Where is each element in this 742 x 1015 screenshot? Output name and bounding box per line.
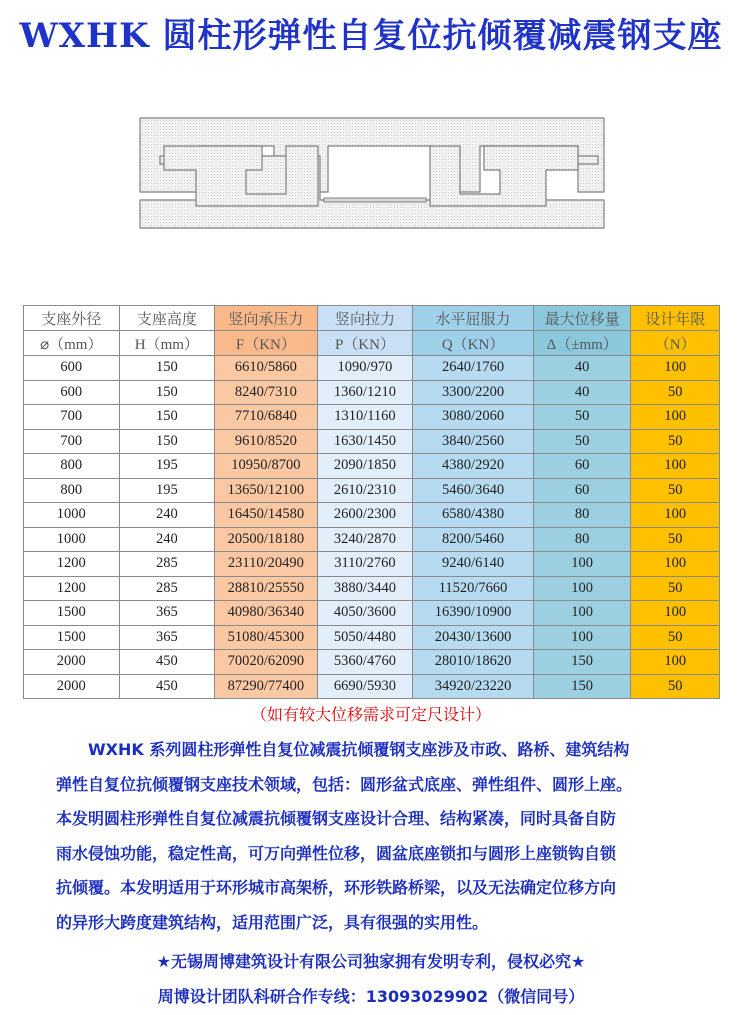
cell-compression: 51080/45300 (215, 625, 318, 650)
cell-yield: 28010/18620 (413, 650, 534, 675)
cell-yield: 8200/5460 (413, 527, 534, 552)
custom-design-note: （如有较大位移需求可定尺设计） (250, 705, 491, 724)
cell-design-life: 50 (631, 429, 720, 454)
cell-yield: 5460/3640 (413, 478, 534, 503)
right-hook (430, 146, 578, 206)
cell-displacement: 100 (533, 576, 631, 601)
cell-tension: 2090/1850 (317, 454, 413, 479)
cell-diameter: 800 (24, 454, 120, 479)
cell-design-life: 100 (631, 503, 720, 528)
cell-height: 240 (119, 527, 215, 552)
cell-displacement: 80 (533, 503, 631, 528)
header-tension: 竖向拉力 (317, 306, 413, 331)
description-line: 弹性自复位抗倾覆钢支座技术领域，包括：圆形盆式底座、弹性组件、圆形上座。 (56, 774, 633, 794)
table-row (24, 527, 720, 552)
cell-tension: 1630/1450 (317, 429, 413, 454)
cell-compression: 10950/8700 (215, 454, 318, 479)
cell-design-life: 50 (631, 674, 720, 699)
table-row (24, 478, 720, 503)
cell-displacement: 50 (533, 405, 631, 430)
table-row (24, 454, 720, 479)
cell-diameter: 600 (24, 380, 120, 405)
cell-diameter: 800 (24, 478, 120, 503)
cell-design-life: 100 (631, 552, 720, 577)
cell-compression: 23110/20490 (215, 552, 318, 577)
table-row (24, 405, 720, 430)
cell-compression: 28810/25550 (215, 576, 318, 601)
cell-tension: 3880/3440 (317, 576, 413, 601)
cell-design-life: 100 (631, 650, 720, 675)
description-line: WXHK 系列圆柱形弹性自复位减震抗倾覆钢支座涉及市政、路桥、建筑结构 (56, 740, 630, 759)
cell-compression: 7710/6840 (215, 405, 318, 430)
cell-tension: 5360/4760 (317, 650, 413, 675)
cell-displacement: 100 (533, 601, 631, 626)
cell-yield: 6580/4380 (413, 503, 534, 528)
cell-displacement: 60 (533, 454, 631, 479)
cell-diameter: 1000 (24, 503, 120, 528)
cell-diameter: 1200 (24, 576, 120, 601)
cell-compression: 87290/77400 (215, 674, 318, 699)
header-yield: 水平屈服力 (413, 306, 534, 331)
cell-compression: 16450/14580 (215, 503, 318, 528)
header-diameter: 支座外径 (24, 306, 120, 331)
cell-displacement: 100 (533, 552, 631, 577)
cell-tension: 2600/2300 (317, 503, 413, 528)
description-line: 抗倾覆。本发明适用于环形城市高架桥，环形铁路桥梁，以及无法确定位移方向 (56, 878, 617, 897)
cell-tension: 1090/970 (317, 356, 413, 381)
cell-yield: 2640/1760 (413, 356, 534, 381)
cell-diameter: 1200 (24, 552, 120, 577)
cell-displacement: 60 (533, 478, 631, 503)
header-tension-unit: P（KN） (317, 331, 413, 356)
cell-height: 285 (119, 552, 215, 577)
cell-height: 450 (119, 650, 215, 675)
cell-compression: 13650/12100 (215, 478, 318, 503)
description-paragraph (56, 733, 696, 940)
cell-design-life: 50 (631, 380, 720, 405)
cell-height: 150 (119, 356, 215, 381)
header-compression: 竖向承压力 (215, 306, 318, 331)
cell-design-life: 50 (631, 478, 720, 503)
cell-displacement: 40 (533, 356, 631, 381)
table-row (24, 601, 720, 626)
cell-design-life: 100 (631, 405, 720, 430)
header-compression-unit: F（KN） (215, 331, 318, 356)
table-row (24, 503, 720, 528)
cell-compression: 6610/5860 (215, 356, 318, 381)
header-height: 支座高度 (119, 306, 215, 331)
table-row (24, 429, 720, 454)
header-design-life: 设计年限 (631, 306, 720, 331)
cell-yield: 34920/23220 (413, 674, 534, 699)
table-row (24, 625, 720, 650)
cell-tension: 3110/2760 (317, 552, 413, 577)
cell-tension: 1310/1160 (317, 405, 413, 430)
cell-diameter: 1500 (24, 601, 120, 626)
header-row-1 (24, 306, 720, 331)
cell-yield: 16390/10900 (413, 601, 534, 626)
cell-height: 195 (119, 478, 215, 503)
cell-displacement: 80 (533, 527, 631, 552)
cell-displacement: 100 (533, 625, 631, 650)
cell-height: 450 (119, 674, 215, 699)
contact-line: 周博设计团队科研合作专线：13093029902（微信同号） (157, 987, 585, 1006)
table-row (24, 356, 720, 381)
table-row (24, 576, 720, 601)
header-displacement: 最大位移量 (533, 306, 631, 331)
cell-yield: 3840/2560 (413, 429, 534, 454)
cell-diameter: 2000 (24, 674, 120, 699)
cell-height: 195 (119, 454, 215, 479)
table-row (24, 674, 720, 699)
cell-height: 365 (119, 625, 215, 650)
table-row (24, 380, 720, 405)
cell-displacement: 150 (533, 650, 631, 675)
cell-compression: 40980/36340 (215, 601, 318, 626)
cell-design-life: 100 (631, 356, 720, 381)
header-diameter-unit: ⌀（mm） (24, 331, 120, 356)
cell-design-life: 50 (631, 576, 720, 601)
cell-tension: 4050/3600 (317, 601, 413, 626)
cell-tension: 3240/2870 (317, 527, 413, 552)
cell-design-life: 100 (631, 601, 720, 626)
cell-yield: 9240/6140 (413, 552, 534, 577)
cell-yield: 3300/2200 (413, 380, 534, 405)
cell-compression: 8240/7310 (215, 380, 318, 405)
header-yield-unit: Q（KN） (413, 331, 534, 356)
header-height-unit: H（mm） (119, 331, 215, 356)
description-line: 雨水侵蚀功能，稳定性高，可万向弹性位移，圆盆底座锁扣与圆形上座锁钩自锁 (56, 843, 617, 863)
cell-yield: 20430/13600 (413, 625, 534, 650)
cell-compression: 9610/8520 (215, 429, 318, 454)
cell-compression: 70020/62090 (215, 650, 318, 675)
cell-height: 150 (119, 380, 215, 405)
cell-diameter: 700 (24, 429, 120, 454)
cell-design-life: 50 (631, 625, 720, 650)
header-row-2 (24, 331, 720, 356)
cell-design-life: 100 (631, 454, 720, 479)
cell-diameter: 2000 (24, 650, 120, 675)
cell-diameter: 600 (24, 356, 120, 381)
cell-displacement: 150 (533, 674, 631, 699)
cell-height: 240 (119, 503, 215, 528)
table-row (24, 552, 720, 577)
cell-diameter: 1000 (24, 527, 120, 552)
header-displacement-unit: Δ（±mm） (533, 331, 631, 356)
page-title: WXHK 圆柱形弹性自复位抗倾覆减震钢支座 (19, 16, 723, 56)
cell-compression: 20500/18180 (215, 527, 318, 552)
cell-yield: 11520/7660 (413, 576, 534, 601)
elastic-element (324, 198, 426, 202)
cell-height: 365 (119, 601, 215, 626)
cell-height: 150 (119, 405, 215, 430)
cell-yield: 4380/2920 (413, 454, 534, 479)
header-design-life-unit: （N） (631, 331, 720, 356)
cell-height: 285 (119, 576, 215, 601)
cell-tension: 6690/5930 (317, 674, 413, 699)
spec-table (23, 305, 720, 699)
description-line: 本发明圆柱形弹性自复位减震抗倾覆钢支座设计合理、结构紧凑，同时具备自防 (56, 809, 617, 828)
cell-diameter: 1500 (24, 625, 120, 650)
bearing-cross-section-diagram (0, 110, 742, 235)
description-line: 的异形大跨度建筑结构，适用范围广泛，具有很强的实用性。 (56, 912, 489, 932)
cell-displacement: 50 (533, 429, 631, 454)
cell-tension: 1360/1210 (317, 380, 413, 405)
cell-design-life: 50 (631, 527, 720, 552)
cell-height: 150 (119, 429, 215, 454)
cell-tension: 5050/4480 (317, 625, 413, 650)
cell-yield: 3080/2060 (413, 405, 534, 430)
table-row (24, 650, 720, 675)
cell-diameter: 700 (24, 405, 120, 430)
cell-displacement: 40 (533, 380, 631, 405)
cell-tension: 2610/2310 (317, 478, 413, 503)
patent-claim: ★无锡周博建筑设计有限公司独家拥有发明专利，侵权必究★ (156, 952, 586, 971)
